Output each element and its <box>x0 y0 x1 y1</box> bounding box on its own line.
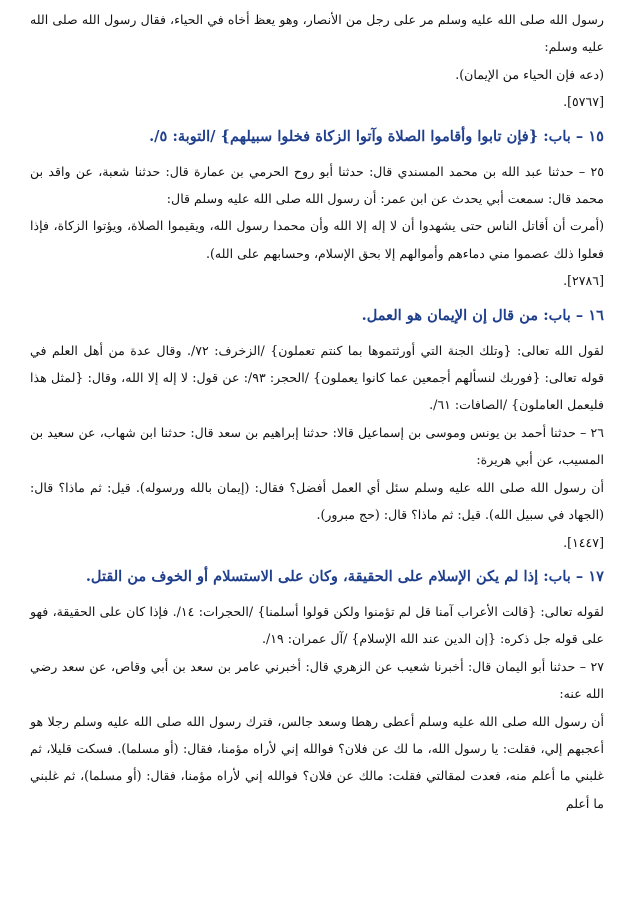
chapter-16-intro: لقول الله تعالى: {وتلك الجنة التي أورثتموها بما كنتم تعملون} /الزخرف: ٧٢/. وقال عدة من أهل العلم في قوله تعالى: {فوربك لنسألهم أجمعين عما كانوا يعملون} /الحجر: ٩٣/: عن قول: لا إله إلا الله، وقال: {لمثل هذا فليعمل العاملون} /الصافات: ٦١/. <box>30 342 605 413</box>
hadith-26-isnad: ٢٦ – حدثنا أحمد بن يونس وموسى بن إسماعيل قالا: حدثنا إبراهيم بن سعد قال: حدثنا ابن شهاب، عن سعيد بن المسيب، عن أبي هريرة: <box>30 424 604 468</box>
hadith-25-matn: (أمرت أن أقاتل الناس حتى يشهدوا أن لا إله إلا الله وأن محمدا رسول الله، ويقيموا الصلاة، ويؤتوا الزكاة، فإذا فعلوا ذلك عصموا مني دماءهم وأموالهم إلا بحق الإسلام، وحسابهم على الله). <box>30 218 604 261</box>
hadith-27-matn: أن رسول الله صلى الله عليه وسلم أعطى رهطا وسعد جالس، فترك رسول الله صلى الله عليه وسلم رجلا هو أعجبهم إلي، فقلت: يا رسول الله، ما لك عن فلان؟ فوالله إني لأراه مؤمنا، فقال: (أو مسلما). فسكت قليلا، ثم غلبني ما أعلم منه، فعدت لمقالتي فقلت: مالك عن فلان؟ فوالله إني لأراه مؤمنا، فقال: (أو مسلما)، ثم غلبني ما أعلم <box>30 713 604 811</box>
hadith-25-isnad: ٢٥ – حدثنا عبد الله بن محمد المسندي قال: حدثنا أبو روح الحرمي بن عمارة قال: حدثنا شعبة، عن واقد بن محمد قال: سمعت أبي يحدث عن ابن عمر: أن رسول الله صلى الله عليه وسلم قال: <box>30 163 604 207</box>
paragraph-quote-haya: (دعه فإن الحياء من الإيمان). <box>455 66 604 82</box>
chapter-heading-15: ١٥ – باب: {فإن تابوا وأقاموا الصلاة وآتوا الزكاة فخلوا سبيلهم} /التوبة: ٥/. <box>149 127 604 145</box>
hadith-27-isnad: ٢٧ – حدثنا أبو اليمان قال: أخبرنا شعيب عن الزهري قال: أخبرني عامر بن سعد بن أبي وقاص، عن سعد رضي الله عنه: <box>30 658 604 702</box>
cross-reference: [١٤٤٧]. <box>563 534 604 550</box>
chapter-heading-17: ١٧ – باب: إذا لم يكن الإسلام على الحقيقة، وكان على الاستسلام أو الخوف من القتل. <box>85 567 604 585</box>
hadith-26-matn: أن رسول الله صلى الله عليه وسلم سئل أي العمل أفضل؟ فقال: (إيمان بالله ورسوله). قيل: ثم ماذا؟ قال: (الجهاد في سبيل الله). قيل: ثم ماذا؟ قال: (حج مبرور). <box>30 479 604 523</box>
chapter-17-intro: لقوله تعالى: {قالت الأعراب آمنا قل لم تؤمنوا ولكن قولوا أسلمنا} /الحجرات: ١٤/. فإذا كان على الحقيقة، فهو على قوله جل ذكره: {إن الدين عند الله الإسلام} /آل عمران: ١٩/. <box>30 603 604 647</box>
chapter-heading-16: ١٦ – باب: من قال إن الإيمان هو العمل. <box>361 306 604 324</box>
cross-reference: [٢٧٨٦]. <box>563 273 604 289</box>
paragraph-continued-hadith: رسول الله صلى الله عليه وسلم مر على رجل من الأنصار، وهو يعظ أخاه في الحياء، فقال رسول الله صلى الله عليه وسلم: <box>30 12 604 55</box>
cross-reference: [٥٧٦٧]. <box>563 94 604 110</box>
